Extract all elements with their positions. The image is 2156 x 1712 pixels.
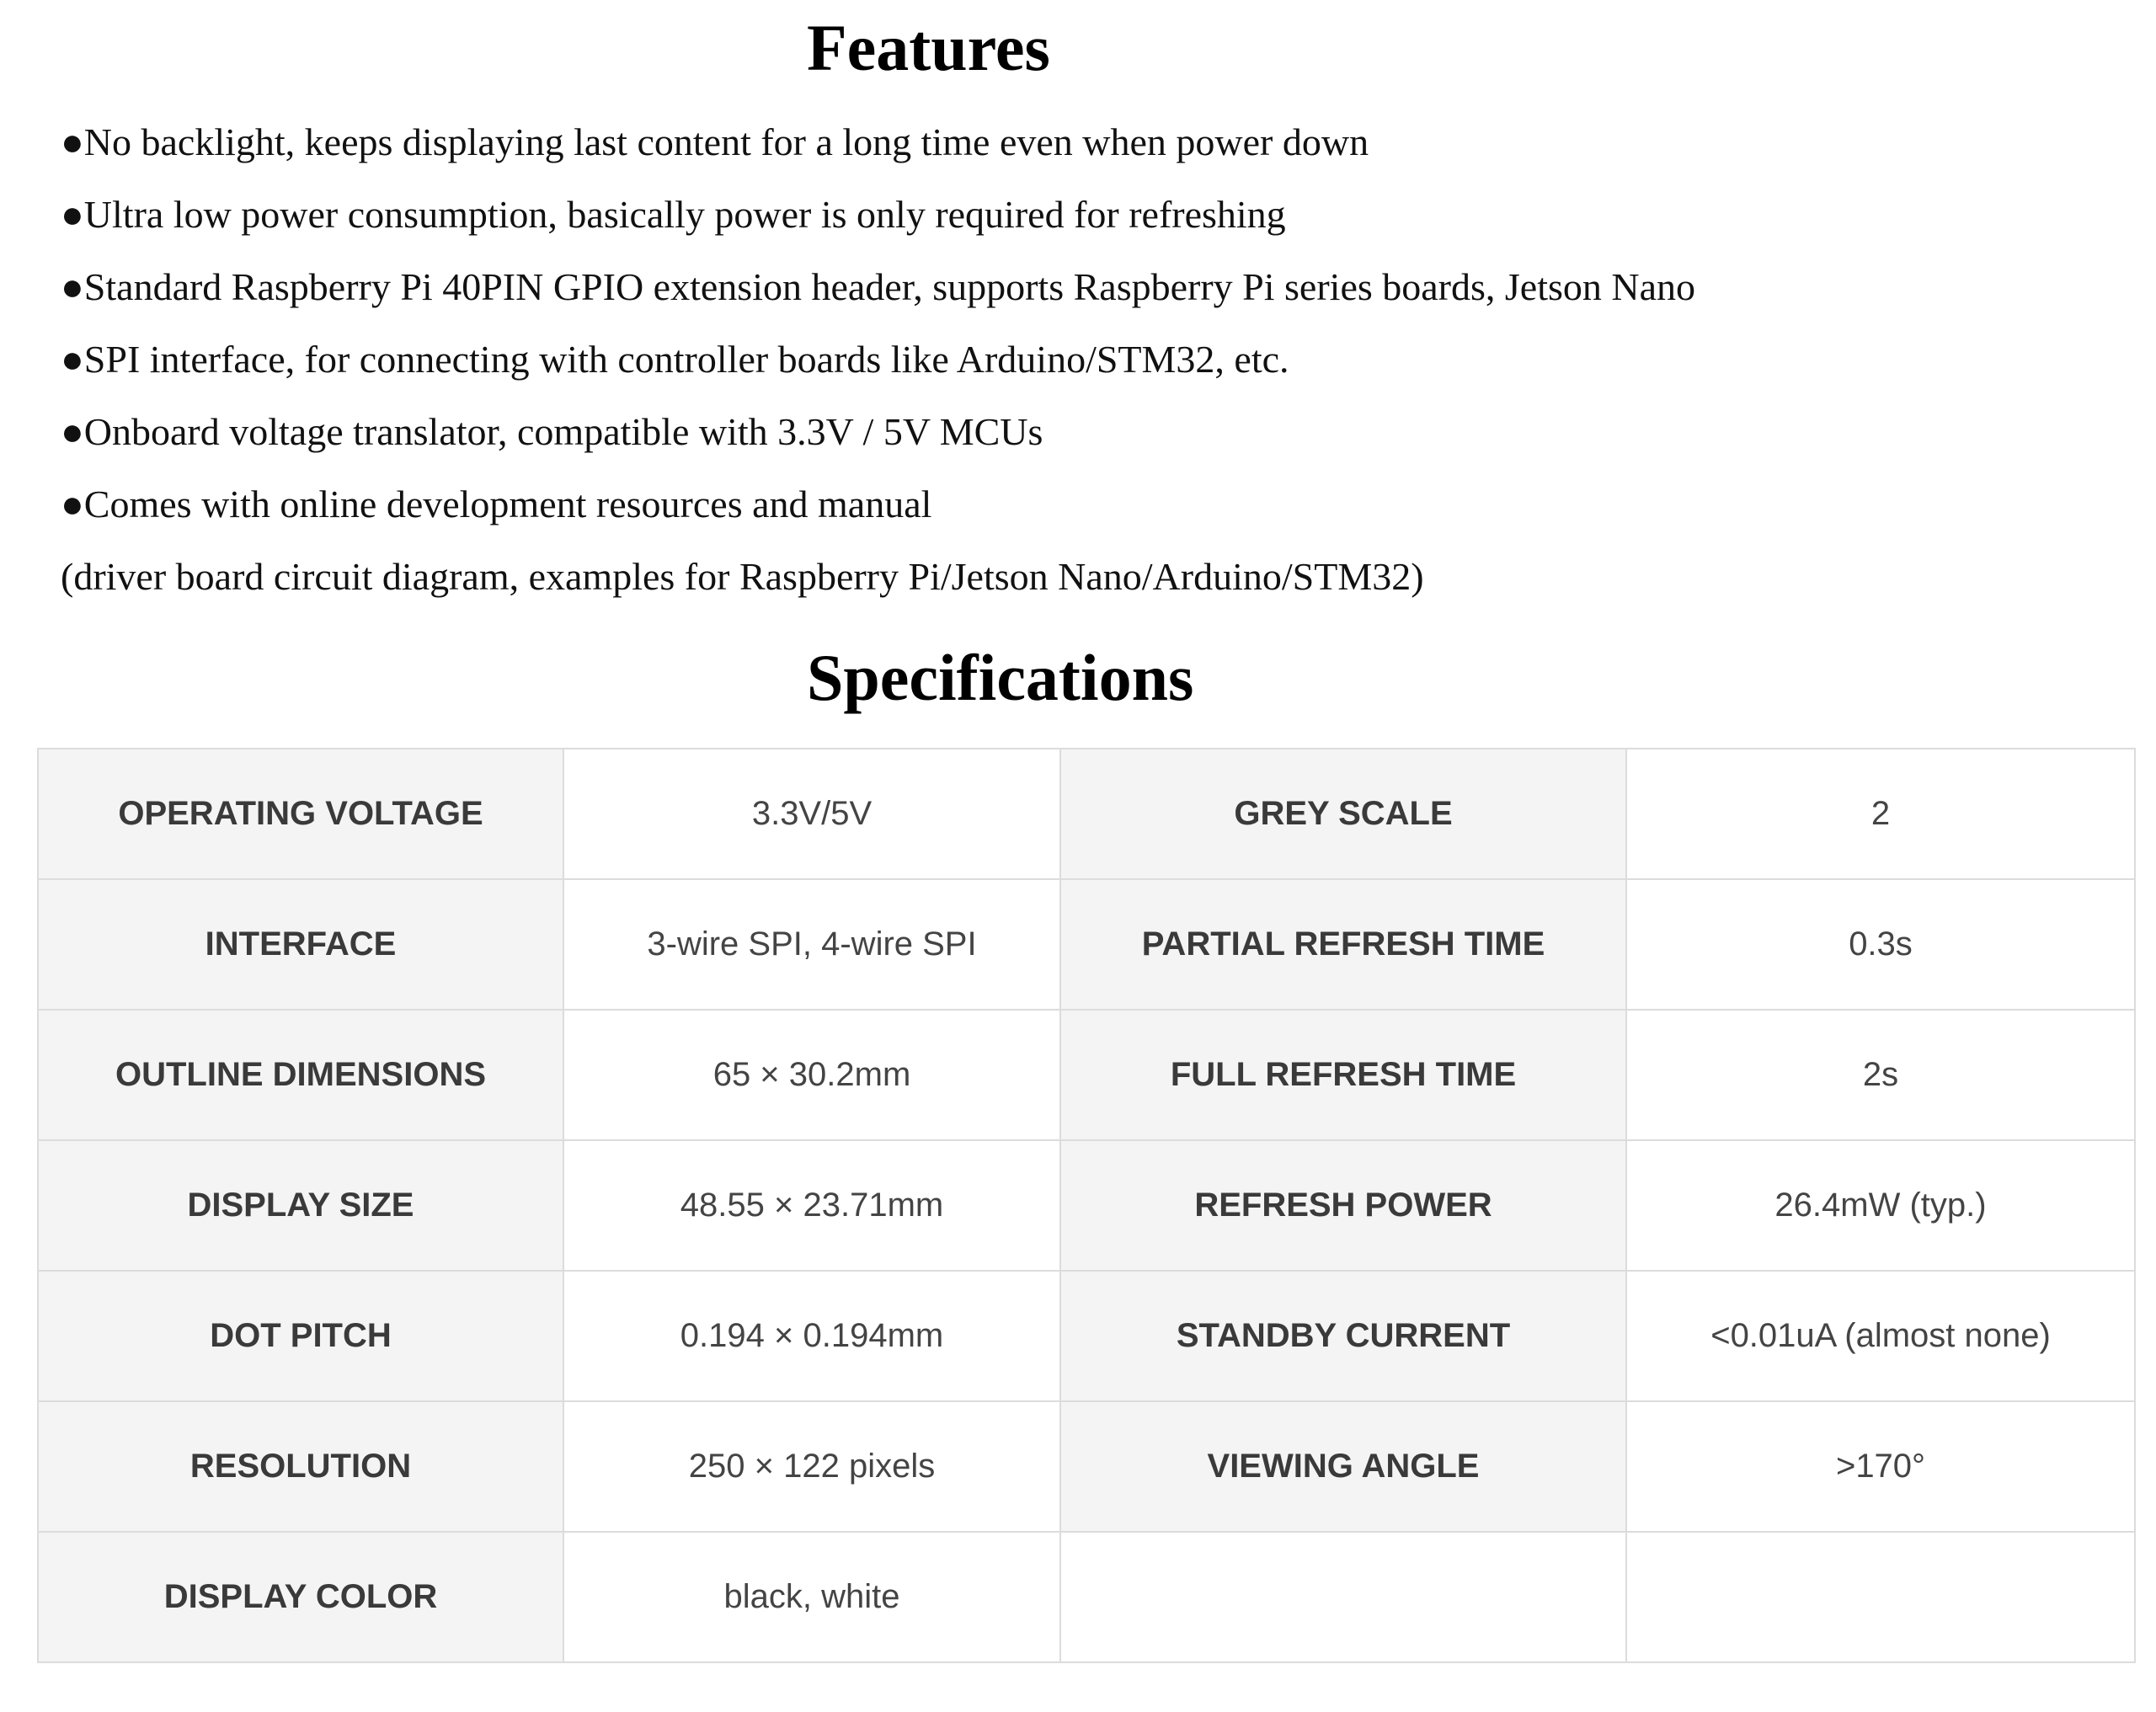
- spec-label: GREY SCALE: [1060, 749, 1626, 879]
- spec-label: OPERATING VOLTAGE: [38, 749, 563, 879]
- specifications-table: [37, 748, 2136, 1663]
- spec-value: 2s: [1626, 1010, 2135, 1140]
- spec-value: >170°: [1626, 1401, 2135, 1532]
- spec-label: FULL REFRESH TIME: [1060, 1010, 1626, 1140]
- spec-value: 2: [1626, 749, 2135, 879]
- spec-value: 3.3V/5V: [563, 749, 1060, 879]
- spec-value-empty: [1626, 1532, 2135, 1662]
- feature-item: ●Standard Raspberry Pi 40PIN GPIO extension header, supports Raspberry Pi series boards, Jetson Nano: [61, 265, 1696, 308]
- spec-value: 65 × 30.2mm: [563, 1010, 1060, 1140]
- spec-value: 0.3s: [1626, 879, 2135, 1010]
- table-row: [38, 1401, 2135, 1532]
- table-row: [38, 879, 2135, 1010]
- spec-label: VIEWING ANGLE: [1060, 1401, 1626, 1532]
- spec-value: 250 × 122 pixels: [563, 1401, 1060, 1532]
- spec-label: PARTIAL REFRESH TIME: [1060, 879, 1626, 1010]
- spec-label: DISPLAY SIZE: [38, 1140, 563, 1271]
- spec-label-empty: [1060, 1532, 1626, 1662]
- spec-value: 3-wire SPI, 4-wire SPI: [563, 879, 1060, 1010]
- spec-value: <0.01uA (almost none): [1626, 1271, 2135, 1401]
- table-row: [38, 749, 2135, 879]
- table-row: [38, 1010, 2135, 1140]
- features-list: [61, 106, 1695, 613]
- spec-label: DISPLAY COLOR: [38, 1532, 563, 1662]
- spec-value: 26.4mW (typ.): [1626, 1140, 2135, 1271]
- table-row: [38, 1532, 2135, 1662]
- specifications-heading: Specifications: [807, 641, 1194, 714]
- spec-value: 48.55 × 23.71mm: [563, 1140, 1060, 1271]
- spec-label: OUTLINE DIMENSIONS: [38, 1010, 563, 1140]
- spec-value: 0.194 × 0.194mm: [563, 1271, 1060, 1401]
- table-row: [38, 1140, 2135, 1271]
- feature-item: ●Comes with online development resources and manual: [61, 483, 932, 525]
- spec-label: RESOLUTION: [38, 1401, 563, 1532]
- spec-label: REFRESH POWER: [1060, 1140, 1626, 1271]
- features-heading: Features: [807, 11, 1050, 84]
- feature-item: ●Onboard voltage translator, compatible with 3.3V / 5V MCUs: [61, 410, 1043, 453]
- feature-item: ●No backlight, keeps displaying last content for a long time even when power down: [61, 120, 1369, 163]
- spec-value: black, white: [563, 1532, 1060, 1662]
- spec-label: STANDBY CURRENT: [1060, 1271, 1626, 1401]
- feature-item: ●Ultra low power consumption, basically power is only required for refreshing: [61, 193, 1286, 236]
- table-row: [38, 1271, 2135, 1401]
- feature-item: ●SPI interface, for connecting with controller boards like Arduino/STM32, etc.: [61, 338, 1289, 381]
- feature-item-note: (driver board circuit diagram, examples for Raspberry Pi/Jetson Nano/Arduino/STM32): [61, 555, 1424, 598]
- spec-label: DOT PITCH: [38, 1271, 563, 1401]
- spec-label: INTERFACE: [38, 879, 563, 1010]
